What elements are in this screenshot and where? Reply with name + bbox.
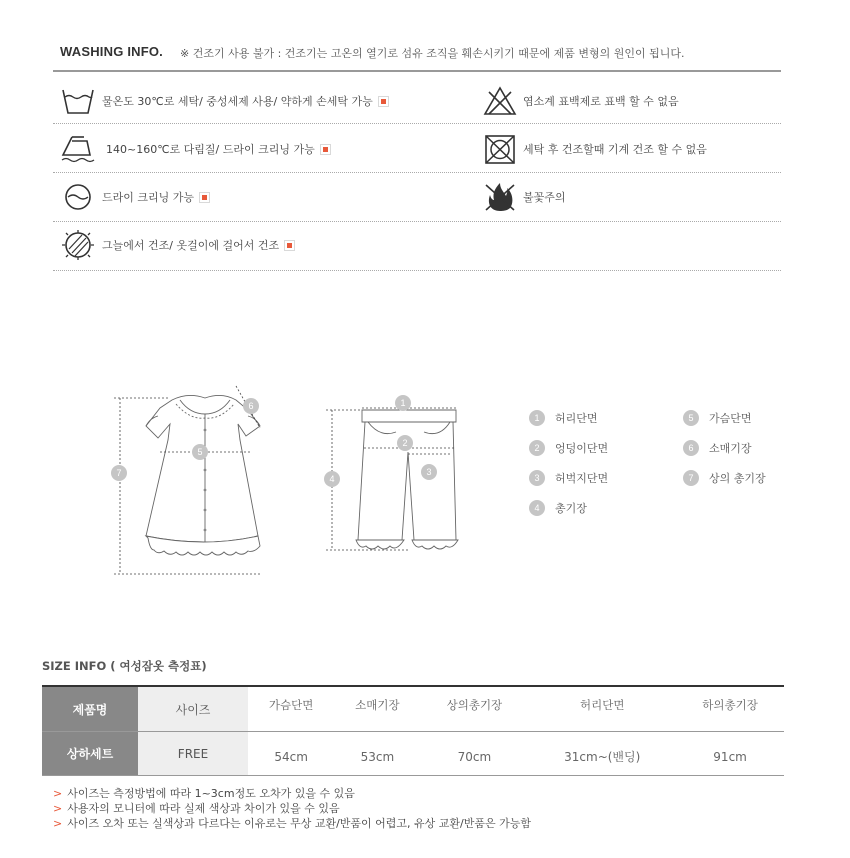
marker-3: 3 bbox=[421, 464, 437, 480]
wash-item-label: 물온도 30℃로 세탁/ 중성세제 사용/ 약하게 손세탁 가능 bbox=[102, 95, 373, 108]
size-note bbox=[53, 785, 355, 801]
legend-label: 엉덩이단면 bbox=[555, 442, 609, 455]
marker-1: 1 bbox=[395, 395, 411, 411]
marker-4: 4 bbox=[324, 471, 340, 487]
legend-item: 3 허벅지단면 bbox=[529, 470, 608, 486]
header-cell: 하의총기장 bbox=[676, 686, 784, 732]
pants-garment-icon bbox=[356, 410, 458, 549]
size-note bbox=[53, 800, 340, 816]
legend-item: 7 상의 총기장 bbox=[683, 470, 766, 486]
marker-2: 2 bbox=[397, 435, 413, 451]
washing-divider bbox=[53, 70, 781, 72]
wash-item-no-bleach bbox=[483, 86, 679, 116]
wash-item-iron bbox=[60, 134, 331, 164]
shade-dry-icon bbox=[60, 229, 96, 261]
legend-item: 1 허리단면 bbox=[529, 410, 598, 426]
wash-item-dry-clean bbox=[60, 182, 210, 212]
note-text: 사용자의 모니터에 따라 실제 색상과 차이가 있을 수 있음 bbox=[67, 802, 340, 815]
table-cell: 54cm bbox=[248, 732, 334, 776]
row-divider bbox=[53, 123, 781, 124]
checkbox-icon bbox=[320, 144, 331, 155]
washing-note: ※ 건조기 사용 불가 : 건조기는 고온의 열기로 섬유 조직을 훼손시키기 때문에 제품 변형의 원인이 됩니다. bbox=[180, 47, 685, 60]
table-row bbox=[42, 732, 784, 776]
checkbox-icon bbox=[284, 240, 295, 251]
marker-7: 7 bbox=[111, 465, 127, 481]
dry-clean-icon bbox=[60, 182, 96, 212]
garment-diagram bbox=[110, 380, 480, 580]
note-marker: > bbox=[53, 802, 63, 815]
note-marker: > bbox=[53, 787, 63, 800]
legend-item: 2 엉덩이단면 bbox=[529, 440, 608, 456]
no-tumble-dry-icon bbox=[483, 133, 517, 165]
note-text: 사이즈는 측정방법에 따라 1~3cm정도 오차가 있을 수 있음 bbox=[67, 787, 355, 800]
wash-item-label: 염소계 표백제로 표백 할 수 없음 bbox=[523, 95, 679, 108]
size-table bbox=[42, 685, 784, 776]
table-cell: 31cm~(밴딩) bbox=[528, 732, 676, 776]
row-divider bbox=[53, 221, 781, 222]
legend-item: 4 총기장 bbox=[529, 500, 587, 516]
top-garment-icon bbox=[146, 395, 260, 555]
legend-label: 총기장 bbox=[555, 502, 587, 515]
legend-label: 허리단면 bbox=[555, 412, 598, 425]
header-cell: 소매기장 bbox=[334, 686, 420, 732]
checkbox-icon bbox=[378, 96, 389, 107]
header-cell: 허리단면 bbox=[528, 686, 676, 732]
wash-item-label: 그늘에서 건조/ 옷걸이에 걸어서 건조 bbox=[102, 239, 280, 252]
legend-item: 5 가슴단면 bbox=[683, 410, 752, 426]
wash-item-no-tumble-dry bbox=[483, 134, 707, 164]
header-cell: 상의총기장 bbox=[421, 686, 529, 732]
legend-label: 가슴단면 bbox=[709, 412, 752, 425]
legend-item: 6 소매기장 bbox=[683, 440, 752, 456]
table-header-row bbox=[42, 686, 784, 732]
marker-5: 5 bbox=[192, 444, 208, 460]
checkbox-icon bbox=[199, 192, 210, 203]
wash-item-hand-wash bbox=[60, 86, 389, 116]
table-cell: FREE bbox=[138, 732, 248, 776]
table-cell: 상하세트 bbox=[42, 732, 138, 776]
header-cell: 제품명 bbox=[42, 686, 138, 732]
row-divider bbox=[53, 270, 781, 271]
size-title: SIZE INFO ( 여성잠옷 측정표) bbox=[42, 659, 207, 673]
size-note bbox=[53, 815, 531, 831]
wash-item-shade-dry bbox=[60, 230, 295, 260]
legend-label: 소매기장 bbox=[709, 442, 752, 455]
wash-item-label: 불꽃주의 bbox=[523, 191, 566, 204]
row-divider bbox=[53, 172, 781, 173]
note-text: 사이즈 오차 또는 실색상과 다르다는 이유로는 무상 교환/반품이 어렵고, 유상 교환/반품은 가능함 bbox=[67, 817, 532, 830]
iron-140-160-icon bbox=[60, 133, 100, 165]
no-bleach-icon bbox=[483, 86, 517, 116]
flammable-icon bbox=[483, 181, 517, 213]
washing-title: WASHING INFO. bbox=[60, 44, 163, 59]
wash-item-flammable bbox=[483, 182, 566, 212]
table-cell: 70cm bbox=[421, 732, 529, 776]
table-cell: 53cm bbox=[334, 732, 420, 776]
wash-item-label: 140~160℃로 다림질/ 드라이 크리닝 가능 bbox=[106, 143, 315, 156]
marker-6: 6 bbox=[243, 398, 259, 414]
legend-label: 상의 총기장 bbox=[709, 472, 766, 485]
table-cell: 91cm bbox=[676, 732, 784, 776]
wash-item-label: 드라이 크리닝 가능 bbox=[102, 191, 195, 204]
header-cell: 사이즈 bbox=[138, 686, 248, 732]
hand-wash-30-icon bbox=[60, 86, 96, 116]
legend-label: 허벅지단면 bbox=[555, 472, 609, 485]
header-cell: 가슴단면 bbox=[248, 686, 334, 732]
wash-item-label: 세탁 후 건조할때 기계 건조 할 수 없음 bbox=[523, 143, 707, 156]
note-marker: > bbox=[53, 817, 63, 830]
